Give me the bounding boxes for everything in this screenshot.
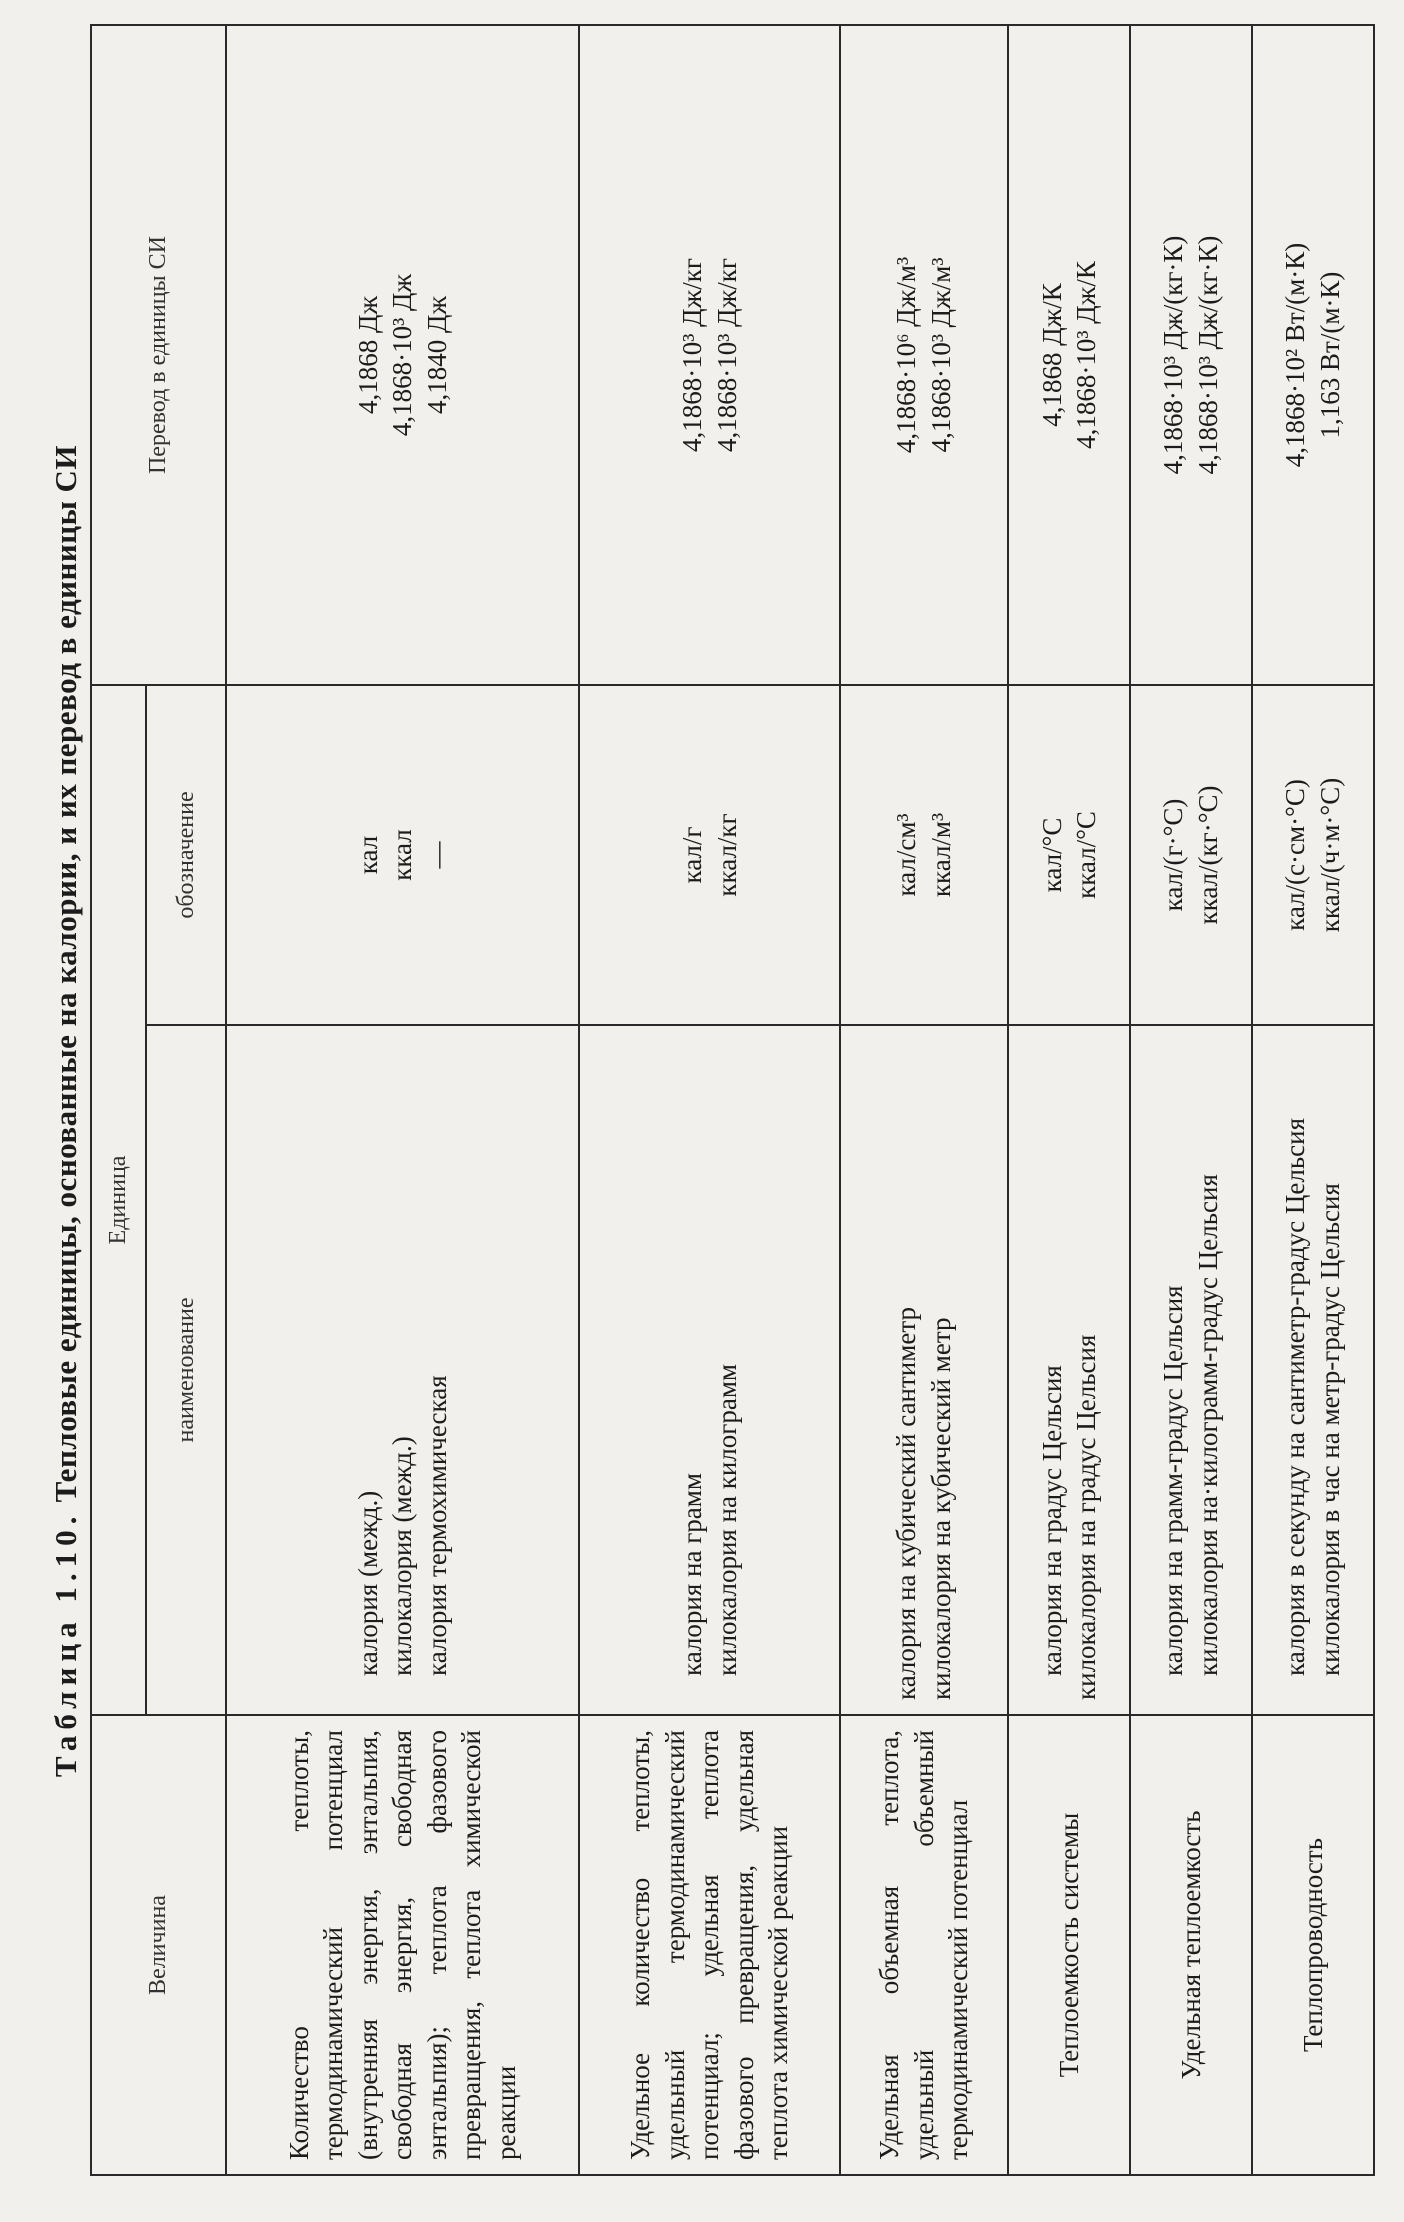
unit-name: калория на кубический сантиметр: [891, 1307, 922, 1700]
unit-name: калория на грамм: [677, 1473, 707, 1676]
quantity-cell: Удельное количество теплоты, удельный термодинамический потенциал; удельная теплота фазового превращения, удельная теплота химической реакции: [579, 1715, 840, 2175]
unit-name: калория термохимическая: [421, 1375, 452, 1676]
header-quantity: Величина: [91, 1715, 226, 2175]
unit-symbol-cell: [840, 685, 1008, 1025]
unit-symbol: кал/г: [677, 826, 707, 884]
si-value: 4,1868·10³ Дж/К: [1071, 261, 1102, 449]
si-value: 4,1868·10² Вт/(м·К): [1280, 242, 1311, 468]
si-value: 4,1868 Дж: [352, 295, 383, 415]
unit-name-cell: [1008, 1025, 1130, 1715]
unit-name: килокалория на килограмм: [711, 1363, 742, 1676]
caption-lead: Таблица 1.10.: [48, 1510, 83, 1778]
table-caption: [48, 0, 84, 2222]
header-unit: Единица: [91, 685, 146, 1715]
unit-symbol: кал/°С: [1036, 817, 1067, 893]
si-conversion-cell: [840, 25, 1008, 685]
header-symbol: обозначение: [146, 685, 226, 1025]
si-conversion-cell: [1252, 25, 1374, 685]
unit-name-cell: [579, 1025, 840, 1715]
unit-symbol-cell: [1130, 685, 1252, 1025]
unit-symbol: кал/(г·°С): [1158, 798, 1189, 912]
header-si: Перевод в единицы СИ: [91, 25, 226, 685]
si-value: 4,1868·10⁶ Дж/м³: [891, 256, 922, 454]
unit-name: калория на градус Цельсия: [1036, 1365, 1067, 1676]
unit-name: калория (межд.): [352, 1490, 383, 1676]
si-value: 4,1868·10³ Дж/м³: [926, 257, 956, 453]
si-value: 4,1868·10³ Дж/(кг·К): [1193, 235, 1224, 475]
unit-name-cell: [840, 1025, 1008, 1715]
table-row: [579, 25, 840, 2175]
quantity-cell: Теплоемкость системы: [1008, 1715, 1130, 2175]
unit-name-cell: [1130, 1025, 1252, 1715]
unit-name: калория в секунду на сантиметр-градус Цельсия: [1280, 1117, 1311, 1676]
si-conversion-cell: [226, 25, 579, 685]
si-value: 1,163 Вт/(м·К): [1315, 271, 1345, 439]
si-value: 4,1868·10³ Дж/(кг·К): [1158, 235, 1189, 475]
quantity-cell: Количество теплоты, термодинамический потенциал (внутренняя энергия, энтальпия, свободная энергия, свободная энтальпия); теплота фазового превращения, теплота химической реакции: [226, 1715, 579, 2175]
caption-text: Тепловые единицы, основанные на калории, и их перевод в единицы СИ: [48, 444, 83, 1503]
unit-name: килокалория на·килограмм-градус Цельсия: [1193, 1174, 1224, 1676]
quantity-cell: Удельная теплоемкость: [1130, 1715, 1252, 2175]
unit-symbol-cell: [1252, 685, 1374, 1025]
unit-name-cell: [1252, 1025, 1374, 1715]
unit-name: килокалория на градус Цельсия: [1071, 1334, 1102, 1700]
si-conversion-cell: [579, 25, 840, 685]
table-row: [1008, 25, 1130, 2175]
si-conversion-cell: [1008, 25, 1130, 685]
unit-symbol: —: [421, 841, 452, 869]
unit-symbol-cell: [226, 685, 579, 1025]
si-value: 4,1868·10³ Дж/кг: [711, 258, 742, 452]
quantity-cell: Теплопроводность: [1252, 1715, 1374, 2175]
unit-symbol: ккал/(ч·м·°С): [1315, 777, 1345, 933]
unit-name-cell: [226, 1025, 579, 1715]
table-row: [1252, 25, 1374, 2175]
unit-symbol: ккал/кг: [711, 813, 742, 897]
unit-symbol: кал: [352, 835, 383, 875]
table-row: [840, 25, 1008, 2175]
unit-symbol-cell: [579, 685, 840, 1025]
si-value: 4,1868 Дж/К: [1036, 283, 1067, 427]
unit-symbol: ккал/м³: [926, 812, 956, 898]
unit-name: килокалория в час на метр-градус Цельсия: [1315, 1183, 1345, 1676]
unit-symbol: ккал/(кг·°С): [1193, 785, 1224, 925]
quantity-cell: Удельная объемная теплота, удельный объемный термодинамический потенциал: [840, 1715, 1008, 2175]
unit-name: килокалория на кубический метр: [926, 1317, 956, 1700]
header-name: наименование: [146, 1025, 226, 1715]
si-value: 4,1868·10³ Дж: [387, 273, 418, 437]
unit-symbol: кал/(с·см·°С): [1280, 779, 1311, 931]
units-table: [90, 24, 1375, 2176]
si-conversion-cell: [1130, 25, 1252, 685]
unit-symbol: кал/см³: [891, 813, 922, 897]
unit-symbol: ккал/°С: [1071, 811, 1102, 899]
table-row: [226, 25, 579, 2175]
unit-symbol-cell: [1008, 685, 1130, 1025]
unit-name: калория на грамм-градус Цельсия: [1158, 1285, 1189, 1676]
si-value: 4,1840 Дж: [421, 295, 452, 415]
unit-symbol: ккал: [387, 829, 418, 881]
unit-name: килокалория (межд.): [387, 1436, 418, 1676]
si-value: 4,1868·10³ Дж/кг: [677, 258, 707, 452]
table-row: [1130, 25, 1252, 2175]
